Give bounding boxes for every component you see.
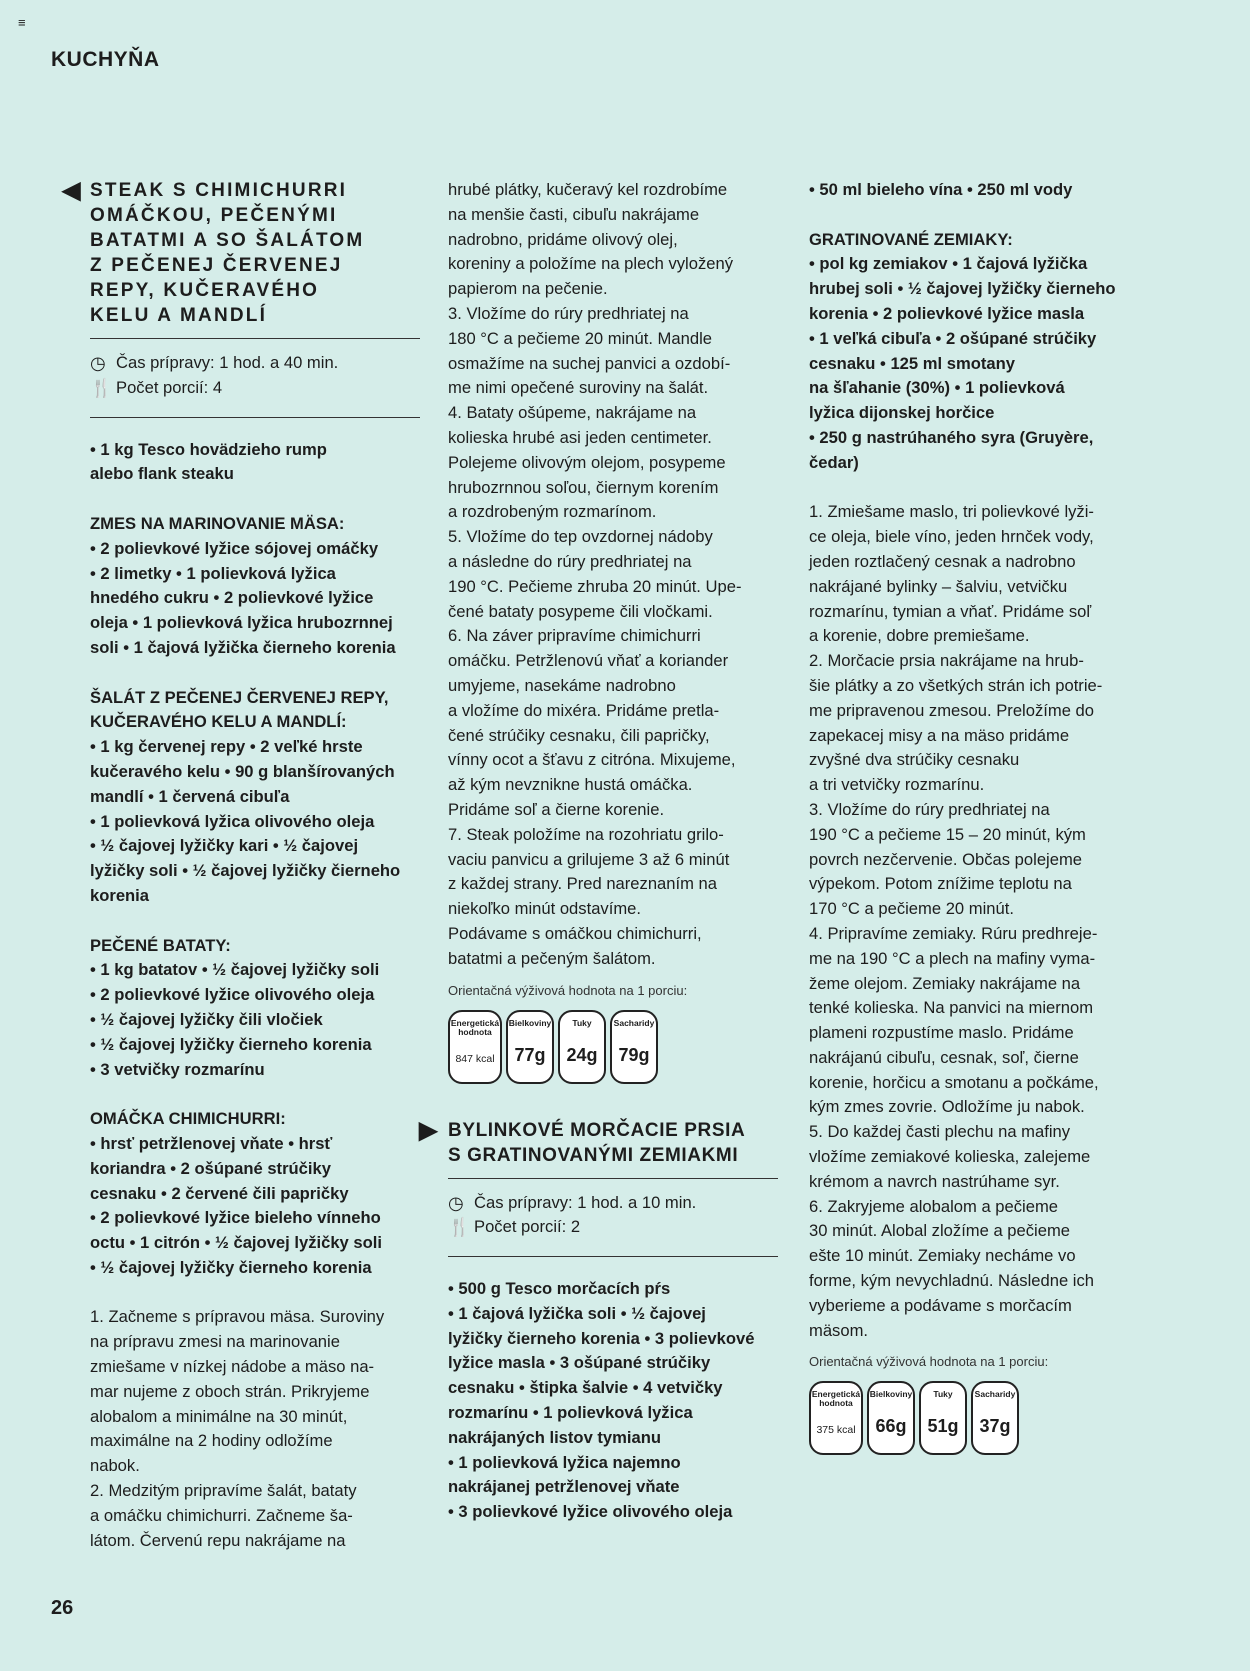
step-line: maximálne na 2 hodiny odložíme xyxy=(90,1431,333,1451)
step-line: vínny ocot a šťavu z citróna. Mixujeme, xyxy=(448,750,736,770)
ingredient-line: • 250 g nastrúhaného syra (Gruyère, xyxy=(809,427,1094,447)
step-line: a omáčku chimichurri. Začneme ša- xyxy=(90,1505,353,1525)
step-line: hrubé plátky, kučeravý kel rozdrobíme xyxy=(448,180,728,199)
ingredient-line: cesnaku • štipka šalvie • 4 vetvičky xyxy=(448,1378,723,1398)
ingredient-line: alebo flank steaku xyxy=(90,464,234,484)
nutrition-protein xyxy=(506,1010,554,1084)
step-line: forme, kým nevychladnú. Následne ich xyxy=(809,1271,1094,1291)
step-line: hrubozrnnou soľou, čiernym korením xyxy=(448,477,719,497)
page-number: 26 xyxy=(51,1597,74,1619)
recipe-2-title xyxy=(419,1116,778,1168)
batata-heading: PEČENÉ BATATY: xyxy=(90,935,231,955)
ingredient-line: cesnaku • 125 ml smotany xyxy=(809,353,1015,373)
step-line: Pridáme soľ a čierne korenie. xyxy=(448,799,665,819)
ingredient-line: lyžičky čierneho korenia • 3 polievkové xyxy=(448,1328,755,1348)
ingredient-line: • 1 veľká cibuľa • 2 ošúpané strúčiky xyxy=(809,328,1097,348)
nutrition-label: Sacharidy xyxy=(974,1389,1016,1400)
nutrition-carbs xyxy=(610,1010,658,1084)
step-line: vložíme zemiakové kolieska, zalejeme xyxy=(809,1147,1091,1167)
step-line: korenie, horčicu a smotanu a počkáme, xyxy=(809,1072,1099,1092)
step-line: nakrájanú cibuľu, cesnak, soľ, čierne xyxy=(809,1047,1079,1067)
ingredient-line: • 500 g Tesco morčacích pŕs xyxy=(448,1279,671,1299)
nutrition-label: Energetická hodnota xyxy=(811,1389,861,1409)
sauce-list xyxy=(90,1132,420,1281)
ingredient-line: octu • 1 citrón • ½ čajovej lyžičky soli xyxy=(90,1233,382,1253)
clock-icon: ◷ xyxy=(90,353,106,373)
salad-list xyxy=(90,735,420,909)
step-line: batatmi a pečeným šalátom. xyxy=(448,948,656,968)
ingredient-line: soli • 1 čajová lyžička čierneho korenia xyxy=(90,637,396,657)
title-line: BYLINKOVÉ MORČACIE PRSIA xyxy=(448,1119,746,1141)
step-line: kým zmes zovrie. Odložíme ju nabok. xyxy=(809,1097,1085,1117)
step-line: povrch nezčervenie. Občas polejeme xyxy=(809,849,1083,869)
ingredient-line: nakrájanej petržlenovej vňate xyxy=(448,1477,680,1497)
step-line: rozmarínu, tymian a vňať. Pridáme soľ xyxy=(809,601,1092,621)
steps-col2 xyxy=(448,178,778,972)
column-2 xyxy=(419,178,778,1525)
step-line: osmažíme na suchej panvici a ozdobí- xyxy=(448,353,731,373)
ingredient-line: • 2 polievkové lyžice bieleho vínneho xyxy=(90,1208,381,1228)
ingredient-line: • 1 kg batatov • ½ čajovej lyžičky soli xyxy=(90,960,380,980)
step-line: šie plátky a zo všetkých strán ich potrie- xyxy=(809,675,1103,695)
step-line: mäsom. xyxy=(809,1320,869,1340)
steps-col1 xyxy=(90,1305,420,1553)
salad-heading xyxy=(90,686,420,736)
ingredient-line: • 2 limetky • 1 polievková lyžica xyxy=(90,563,336,583)
step-line: na menšie časti, cibuľu nakrájame xyxy=(448,204,700,224)
step-line: zvyšné dva strúčiky cesnaku xyxy=(809,750,1020,770)
step-line: koreniny a položíme na plech vyložený xyxy=(448,254,734,274)
step-line: 6. Zakryjeme alobalom a pečieme xyxy=(809,1196,1059,1216)
ingredient-line: hnedého cukru • 2 polievkové lyžice xyxy=(90,588,374,608)
ingredient-line: • 1 kg Tesco hovädzieho rump xyxy=(90,439,327,459)
step-line: na prípravu zmesi na marinovanie xyxy=(90,1332,340,1352)
ingredient-line: rozmarínu • 1 polievková lyžica xyxy=(448,1403,693,1423)
divider xyxy=(90,338,420,339)
step-line: a následne do rúry predhriatej na xyxy=(448,551,692,571)
step-line: 4. Bataty ošúpeme, nakrájame na xyxy=(448,403,697,423)
servings xyxy=(90,376,420,401)
step-line: zapekacej misy a na mäso pridáme xyxy=(809,725,1070,745)
nutrition-fat xyxy=(919,1381,967,1455)
title-line: BATATMI A SO ŠALÁTOM xyxy=(90,230,365,251)
ingredient-line: kučeravého kelu • 90 g blanšírovaných xyxy=(90,761,395,781)
nutrition-value: 847 kcal xyxy=(455,1052,495,1065)
title-line: OMÁČKOU, PEČENÝMI xyxy=(90,205,338,226)
nutrition-value: 51g xyxy=(927,1416,959,1437)
step-line: Podávame s omáčkou chimichurri, xyxy=(448,923,702,943)
step-line: tenké kolieska. Na panvici na miernom xyxy=(809,998,1094,1018)
recipe-2-ingredients xyxy=(448,1277,778,1525)
prep-time-text: Čas prípravy: 1 hod. a 40 min. xyxy=(116,353,339,372)
cutlery-icon: 🍴 xyxy=(90,377,113,398)
step-line: a korenie, dobre premiešame. xyxy=(809,626,1030,646)
nutrition-label: Tuky xyxy=(933,1389,953,1400)
step-line: výpekom. Potom znížime teplotu na xyxy=(809,874,1072,894)
step-line: jeden roztlačený cesnak a nadrobno xyxy=(809,551,1076,571)
step-line: nadrobno, pridáme olivový olej, xyxy=(448,229,678,249)
step-line: 2. Morčacie prsia nakrájame na hrub- xyxy=(809,651,1084,671)
nutrition-value: 375 kcal xyxy=(816,1424,856,1437)
servings-text: Počet porcií: 2 xyxy=(474,1217,581,1237)
step-line: 30 minút. Alobal zložíme a pečieme xyxy=(809,1221,1071,1241)
step-line: a vložíme do mixéra. Pridáme pretla- xyxy=(448,700,720,720)
ingredient-line: lyžičky soli • ½ čajovej lyžičky čierneho xyxy=(90,861,401,881)
ingredient-line: • 1 polievková lyžica olivového oleja xyxy=(90,811,375,831)
nutrition-badges xyxy=(448,1010,778,1084)
ingredient-line: lyžica dijonskej horčice xyxy=(809,403,995,423)
step-line: kolieska hrubé asi jeden centimeter. xyxy=(448,427,712,447)
nutrition-value: 24g xyxy=(566,1044,598,1065)
step-line: nabok. xyxy=(90,1456,140,1476)
step-line: 1. Začneme s prípravou mäsa. Suroviny xyxy=(90,1307,385,1327)
nutrition-label: Tuky xyxy=(572,1017,592,1028)
recipe-1-title xyxy=(62,177,420,328)
step-line: a tri vetvičky rozmarínu. xyxy=(809,775,985,795)
arrow-left-icon: ◀ xyxy=(62,177,83,204)
menu-icon[interactable]: ≡ xyxy=(18,15,26,30)
nutrition-value: 37g xyxy=(979,1416,1011,1437)
ingredient-line: • 2 polievkové lyžice olivového oleja xyxy=(90,985,375,1005)
divider xyxy=(448,1178,778,1179)
step-line: 3. Vložíme do rúry predhriatej na xyxy=(809,799,1050,819)
step-line: 1. Zmiešame maslo, tri polievkové lyži- xyxy=(809,502,1094,522)
ingredient-line: • hrsť petržlenovej vňate • hrsť xyxy=(90,1133,333,1153)
ingredient-line: na šľahanie (30%) • 1 polievková xyxy=(809,378,1065,398)
title-line: S GRATINOVANÝMI ZEMIAKMI xyxy=(448,1144,739,1166)
ingredient-line: • pol kg zemiakov • 1 čajová lyžička xyxy=(809,254,1088,274)
section-label: KUCHYŇA xyxy=(51,48,160,71)
nutrition-fat xyxy=(558,1010,606,1084)
step-line: žeme olejom. Zemiaky nakrájame na xyxy=(809,973,1081,993)
step-line: 180 °C a pečieme 20 minút. Mandle xyxy=(448,328,712,348)
ingredient-line: hrubej soli • ½ čajovej lyžičky čierneho xyxy=(809,279,1116,299)
nutrition-value: 66g xyxy=(875,1416,907,1437)
step-line: 5. Do každej časti plechu na mafiny xyxy=(809,1122,1071,1142)
nutrition-label: Energetická hodnota xyxy=(450,1017,500,1037)
marinade-heading: ZMES NA MARINOVANIE MÄSA: xyxy=(90,513,345,533)
gratin-heading: GRATINOVANÉ ZEMIAKY: xyxy=(809,229,1013,249)
nutrition-energy xyxy=(809,1381,863,1455)
divider xyxy=(90,417,420,418)
heading-line: KUČERAVÉHO KELU A MANDLÍ: xyxy=(90,712,347,732)
step-line: čené bataty posypeme čili vločkami. xyxy=(448,601,713,621)
ingredient-line: • ½ čajovej lyžičky čili vločiek xyxy=(90,1009,323,1029)
title-line: STEAK S CHIMICHURRI xyxy=(90,180,348,201)
step-line: mar nujeme z oboch strán. Prikryjeme xyxy=(90,1381,370,1401)
ingredient-line: • 1 polievková lyžica najemno xyxy=(448,1452,681,1472)
step-line: vyberieme a podávame s morčacím xyxy=(809,1295,1072,1315)
step-line: 5. Vložíme do tep ovzdornej nádoby xyxy=(448,527,713,547)
column-3 xyxy=(809,178,1149,1455)
ingredient-line: • 1 kg červenej repy • 2 veľké hrste xyxy=(90,737,363,757)
step-line: látom. Červenú repu nakrájame na xyxy=(90,1530,346,1550)
nutrition-label: Bielkoviny xyxy=(508,1017,552,1028)
step-line: ešte 10 minút. Zemiaky necháme vo xyxy=(809,1246,1076,1266)
step-line: 4. Pripravíme zemiaky. Rúru predhreje- xyxy=(809,923,1098,943)
ingredient-line: • 1 čajová lyžička soli • ½ čajovej xyxy=(448,1303,706,1323)
prep-time-text: Čas prípravy: 1 hod. a 10 min. xyxy=(474,1192,697,1212)
title-line: REPY, KUČERAVÉHO xyxy=(90,280,320,301)
step-line: vaciu panvicu a grilujeme 3 až 6 minút xyxy=(448,849,730,869)
recipe-2-ingredients-cont xyxy=(809,178,1149,203)
nutrition-value: 77g xyxy=(514,1044,546,1065)
ingredient-line: koriandra • 2 ošúpané strúčiky xyxy=(90,1158,331,1178)
ingredient-line: korenia • 2 polievkové lyžice masla xyxy=(809,303,1085,323)
heading-line: ŠALÁT Z PEČENEJ ČERVENEJ REPY, xyxy=(90,687,389,707)
step-line: 170 °C a pečieme 20 minút. xyxy=(809,899,1014,919)
step-line: niekoľko minút odstavíme. xyxy=(448,899,641,919)
marinade-list xyxy=(90,537,420,661)
step-line: me na 190 °C a plech na mafiny vymа- xyxy=(809,948,1096,968)
gratin-list xyxy=(809,252,1149,475)
step-line: 3. Vložíme do rúry predhriatej na xyxy=(448,303,689,323)
divider xyxy=(448,1256,778,1257)
step-line: a rozdrobeným rozmarínom. xyxy=(448,502,657,522)
nutrition-energy xyxy=(448,1010,502,1084)
ingredient-line: mandlí • 1 červená cibuľa xyxy=(90,786,290,806)
step-line: 7. Steak položíme na rozohriatu grilo- xyxy=(448,824,724,844)
cutlery-icon: 🍴 xyxy=(448,1217,471,1238)
ingredient-line: • 3 vetvičky rozmarínu xyxy=(90,1059,265,1079)
step-line: až kým nevznikne hustá omáčka. xyxy=(448,775,693,795)
ingredient-line: čedar) xyxy=(809,452,859,472)
servings-text: Počet porcií: 4 xyxy=(116,377,223,397)
sauce-heading: OMÁČKA CHIMICHURRI: xyxy=(90,1109,286,1129)
nutrition-label: Sacharidy xyxy=(613,1017,655,1028)
nutrition-value: 79g xyxy=(618,1044,650,1065)
column-1 xyxy=(62,177,420,1553)
step-line: 190 °C. Pečieme zhruba 20 minút. Upe- xyxy=(448,576,742,596)
ingredient-line: • ½ čajovej lyžičky čierneho korenia xyxy=(90,1034,372,1054)
step-line: ce oleja, biele víno, jeden hrnček vody, xyxy=(809,527,1094,547)
step-line: alobalom a minimálne na 30 minút, xyxy=(90,1406,348,1426)
step-line: 6. Na záver pripravíme chimichurri xyxy=(448,626,701,646)
nutrition-protein xyxy=(867,1381,915,1455)
step-line: čené strúčiky cesnaku, čili papričky, xyxy=(448,725,710,745)
recipe-2-steps xyxy=(809,500,1149,1343)
nutrition-badges xyxy=(809,1381,1149,1455)
title-line: KELU A MANDLÍ xyxy=(90,305,268,326)
ingredient-line: • 50 ml bieleho vína • 250 ml vody xyxy=(809,180,1073,199)
ingredient-line: • 3 polievkové lyžice olivového oleja xyxy=(448,1502,733,1522)
step-line: me nimi opečené suroviny na šalát. xyxy=(448,378,709,398)
step-line: nakrájané bylinky – šalviu, vetvičku xyxy=(809,576,1068,596)
main-ingredient xyxy=(90,438,420,488)
title-line: Z PEČENEJ ČERVENEJ xyxy=(90,255,343,276)
step-line: 2. Medzitým pripravíme šalát, bataty xyxy=(90,1481,357,1501)
prep-time xyxy=(448,1191,778,1216)
step-line: zmiešame v nízkej nádobe a mäso na- xyxy=(90,1357,375,1377)
step-line: omáčku. Petržlenovú vňať a koriander xyxy=(448,651,729,671)
step-line: umyjeme, nasekáme nadrobno xyxy=(448,675,676,695)
ingredient-line: lyžice masla • 3 ošúpané strúčiky xyxy=(448,1353,711,1373)
ingredient-line: • 2 polievkové lyžice sójovej omáčky xyxy=(90,538,379,558)
step-line: plameni rozpustíme maslo. Pridáme xyxy=(809,1023,1074,1043)
step-line: papierom na pečenie. xyxy=(448,279,608,299)
nutrition-caption: Orientačná výživová hodnota na 1 porciu: xyxy=(448,982,688,998)
ingredient-line: oleja • 1 polievková lyžica hrubozrnnej xyxy=(90,613,393,633)
nutrition-caption: Orientačná výživová hodnota na 1 porciu: xyxy=(809,1354,1049,1370)
step-line: krémom a navrch nastrúhame syr. xyxy=(809,1171,1060,1191)
clock-icon: ◷ xyxy=(448,1192,464,1213)
step-line: 190 °C a pečieme 15 – 20 minút, kým xyxy=(809,824,1086,844)
arrow-right-icon: ▶ xyxy=(419,1116,439,1144)
step-line: me pripravenou zmesou. Preložíme do xyxy=(809,700,1094,720)
nutrition-label: Bielkoviny xyxy=(869,1389,913,1400)
ingredient-line: • ½ čajovej lyžičky kari • ½ čajovej xyxy=(90,836,359,856)
step-line: Polejeme olivovým olejom, posypeme xyxy=(448,452,726,472)
step-line: z každej strany. Pred nareznaním na xyxy=(448,874,718,894)
ingredient-line: • ½ čajovej lyžičky čierneho korenia xyxy=(90,1257,372,1277)
ingredient-line: korenia xyxy=(90,885,150,905)
nutrition-carbs xyxy=(971,1381,1019,1455)
batata-list xyxy=(90,958,420,1082)
servings xyxy=(448,1215,778,1240)
ingredient-line: nakrájaných listov tymianu xyxy=(448,1427,662,1447)
ingredient-line: cesnaku • 2 červené čili papričky xyxy=(90,1183,349,1203)
prep-time xyxy=(90,351,420,376)
